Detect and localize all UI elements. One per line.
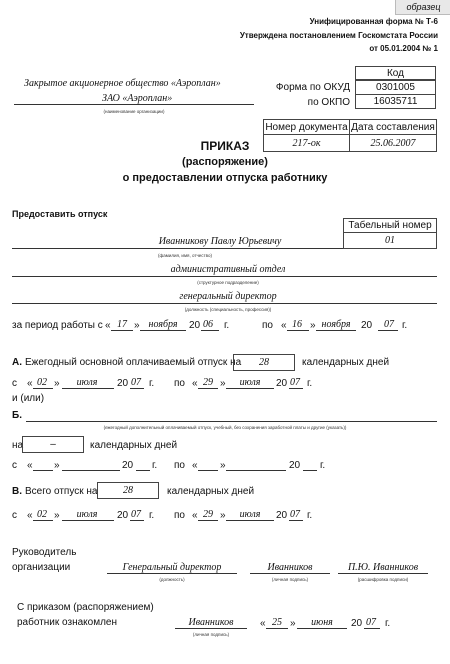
period-y20-2: 20 [361, 320, 373, 331]
okpo-label: по ОКПО [307, 97, 350, 108]
okud-label: Форма по ОКУД [275, 82, 350, 93]
period-label: за период работы с [12, 320, 103, 331]
sect-a-d1: 02 [37, 377, 47, 388]
head-name-line [338, 573, 428, 574]
employee-fio: Иванникову Павлу Юрьевичу [158, 236, 282, 247]
sect-b-y20-1: 20 [122, 460, 134, 471]
sect-b-g1: г. [152, 460, 158, 471]
sect-b-d1-line [33, 470, 53, 471]
doc-num-header: Номер документа [263, 119, 350, 135]
org-name-short: ЗАО «Аэроплан» [102, 93, 173, 104]
sect-a-m1-line [62, 388, 114, 389]
sect-v-y20-2: 20 [276, 510, 288, 521]
sect-b-y20-2: 20 [289, 460, 301, 471]
sect-b-to: по [174, 460, 185, 471]
period-g1: г. [224, 320, 230, 331]
ack-month-line [297, 628, 347, 629]
form-header-line3: от 05.01.2004 № 1 [369, 44, 438, 53]
sect-a-y2: 07 [290, 377, 300, 388]
okud-cell: 0301005 [355, 80, 436, 95]
head-name: П.Ю. Иванников [347, 562, 419, 573]
sect-v-y2-line [289, 520, 303, 521]
sect-b-q2: » [54, 460, 60, 471]
sect-a-y1-line [130, 388, 144, 389]
period-d2: 16 [292, 319, 302, 330]
sect-a-q4: » [220, 378, 226, 389]
ack-g: г. [385, 618, 391, 629]
sect-v-g1: г. [149, 510, 155, 521]
sect-b-q4: » [220, 460, 226, 471]
sect-b-days: – [22, 436, 84, 453]
sect-b-line [26, 421, 437, 422]
doc-num: 217-ок [263, 134, 350, 152]
sect-a-y1: 07 [131, 377, 141, 388]
sect-v-d2-line [198, 520, 218, 521]
head-position-line [107, 573, 237, 574]
ack-year-line [364, 628, 380, 629]
sect-a-letter: А. [12, 357, 22, 368]
sect-a-from: с [12, 378, 17, 389]
period-m1: ноября [148, 319, 178, 330]
org-line [14, 104, 254, 105]
sect-a-days: 28 [233, 354, 295, 371]
org-caption: (наименование организации) [103, 109, 165, 114]
head-sign-line [250, 573, 330, 574]
title-order: ПРИКАЗ [200, 139, 250, 153]
employee-position: генеральный директор [179, 291, 277, 302]
period-m2-line [316, 330, 356, 331]
sect-v-m1: июля [76, 509, 98, 520]
sect-v-q1: « [27, 510, 33, 521]
period-y1: 06 [203, 319, 213, 330]
sect-b-y2-line [303, 470, 317, 471]
sect-v-y1: 07 [131, 509, 141, 520]
ack-label-1: С приказом (распоряжением) [17, 602, 154, 613]
dept-line [12, 276, 437, 277]
head-name-cap: (расшифровка подписи) [357, 577, 409, 582]
head-label-2: организации [12, 562, 71, 573]
sect-a-q2: » [54, 378, 60, 389]
sect-v-q4: » [220, 510, 226, 521]
sect-b-m2-line [226, 470, 286, 471]
sect-v-d1: 02 [37, 509, 47, 520]
sect-v-d2: 29 [203, 509, 213, 520]
sect-b-days-label: календарных дней [90, 440, 178, 451]
sample-stamp: образец [395, 0, 450, 15]
sect-a-g1: г. [149, 378, 155, 389]
period-d1: 17 [117, 319, 127, 330]
sect-a-y20-1: 20 [117, 378, 129, 389]
period-g2: г. [402, 320, 408, 331]
sect-v-q3: « [192, 510, 198, 521]
period-y2-line [378, 330, 398, 331]
sect-b-caption: (ежегодный дополнительный оплачиваемый отпуск, учебный, без сохранения заработной платы и другие (указать)) [103, 425, 347, 430]
sect-a-m1: июля [76, 377, 98, 388]
sect-b-m1-line [62, 470, 120, 471]
ack-sign-cap: (личная подпись) [192, 632, 230, 637]
ack-y20: 20 [351, 618, 363, 629]
head-sign: Иванников [267, 562, 313, 573]
fio-line [12, 248, 343, 249]
sect-v-letter: В. [12, 486, 22, 497]
sect-v-y1-line [130, 520, 144, 521]
sect-a-g2: г. [307, 378, 313, 389]
sect-v-text: Всего отпуск на [25, 486, 98, 497]
sect-v-from: с [12, 510, 17, 521]
head-sign-cap: (личная подпись) [271, 577, 309, 582]
position-caption: (должность (специальность, профессия)) [184, 307, 272, 312]
sect-a-d1-line [33, 388, 53, 389]
sect-v-to: по [174, 510, 185, 521]
head-position-cap: (должность) [159, 577, 185, 582]
head-label-1: Руководитель [12, 547, 77, 558]
ack-q1: « [260, 618, 266, 629]
sect-v-m2-line [226, 520, 274, 521]
q-open: « [105, 320, 111, 331]
sect-a-m2: июля [239, 377, 261, 388]
sect-v-m2: июля [239, 509, 261, 520]
title-subject: о предоставлении отпуска работнику [122, 172, 328, 184]
q-open-2: « [281, 320, 287, 331]
tab-number-header: Табельный номер [343, 218, 437, 233]
dept-caption: (структурное подразделение) [197, 280, 259, 285]
org-name-full: Закрытое акционерное общество «Аэроплан» [24, 78, 221, 89]
sect-b-from: с [12, 460, 17, 471]
sect-a-or: и (или) [12, 393, 45, 404]
title-disposition: (распоряжение) [182, 156, 268, 168]
sect-b-d2-line [198, 470, 218, 471]
sect-v-q2: » [54, 510, 60, 521]
period-by: по [262, 320, 273, 331]
ack-sign-line [175, 628, 247, 629]
sect-v-m1-line [62, 520, 114, 521]
period-d2-line [287, 330, 309, 331]
ack-q2: » [290, 618, 296, 629]
period-m1-line [140, 330, 186, 331]
sect-a-q3: « [192, 378, 198, 389]
code-header-cell: Код [355, 66, 436, 80]
period-y2: 07 [384, 319, 394, 330]
doc-date-header: Дата составления [349, 119, 437, 135]
sect-v-y20-1: 20 [117, 510, 129, 521]
tab-number: 01 [343, 232, 437, 249]
sect-a-to: по [174, 378, 185, 389]
sect-a-y2-line [289, 388, 303, 389]
sect-a-text: Ежегодный основной оплачиваемый отпуск на [25, 357, 242, 368]
sect-b-g2: г. [320, 460, 326, 471]
sect-v-y2: 07 [290, 509, 300, 520]
form-header-line2: Утверждена постановлением Госкомстата России [239, 31, 438, 40]
fio-caption: (фамилия, имя, отчество) [158, 253, 212, 258]
sect-b-q1: « [27, 460, 33, 471]
sect-a-days-label: календарных дней [302, 357, 390, 368]
q-close: » [134, 320, 140, 331]
okpo-cell: 16035711 [355, 94, 436, 109]
q-close-2: » [310, 320, 316, 331]
sect-v-g2: г. [307, 510, 313, 521]
sect-v-d1-line [33, 520, 53, 521]
sect-a-d2-line [198, 388, 218, 389]
period-m2: ноября [321, 319, 351, 330]
sect-a-q1: « [27, 378, 33, 389]
ack-sign: Иванников [188, 617, 234, 628]
employee-dept: административный отдел [170, 264, 286, 275]
position-line [12, 303, 437, 304]
head-position: Генеральный директор [122, 562, 222, 573]
ack-label-2: работник ознакомлен [17, 617, 117, 628]
sect-a-y20-2: 20 [276, 378, 288, 389]
ack-year: 07 [366, 617, 376, 628]
ack-day-line [266, 628, 288, 629]
period-d1-line [111, 330, 133, 331]
sect-b-letter: Б. [12, 410, 22, 421]
period-y1-line [201, 330, 219, 331]
sect-v-days: 28 [97, 482, 159, 499]
period-y20-1: 20 [189, 320, 201, 331]
grant-label: Предоставить отпуск [12, 209, 108, 219]
ack-day: 25 [272, 617, 282, 628]
ack-month: июня [311, 617, 333, 628]
sect-a-m2-line [226, 388, 274, 389]
sect-v-days-label: календарных дней [167, 486, 255, 497]
form-header-line1: Унифицированная форма № Т-6 [309, 17, 438, 26]
doc-date: 25.06.2007 [349, 134, 437, 152]
sect-b-q3: « [192, 460, 198, 471]
sect-a-d2: 29 [203, 377, 213, 388]
sect-b-on: на [12, 440, 24, 451]
sect-b-y1-line [136, 470, 150, 471]
